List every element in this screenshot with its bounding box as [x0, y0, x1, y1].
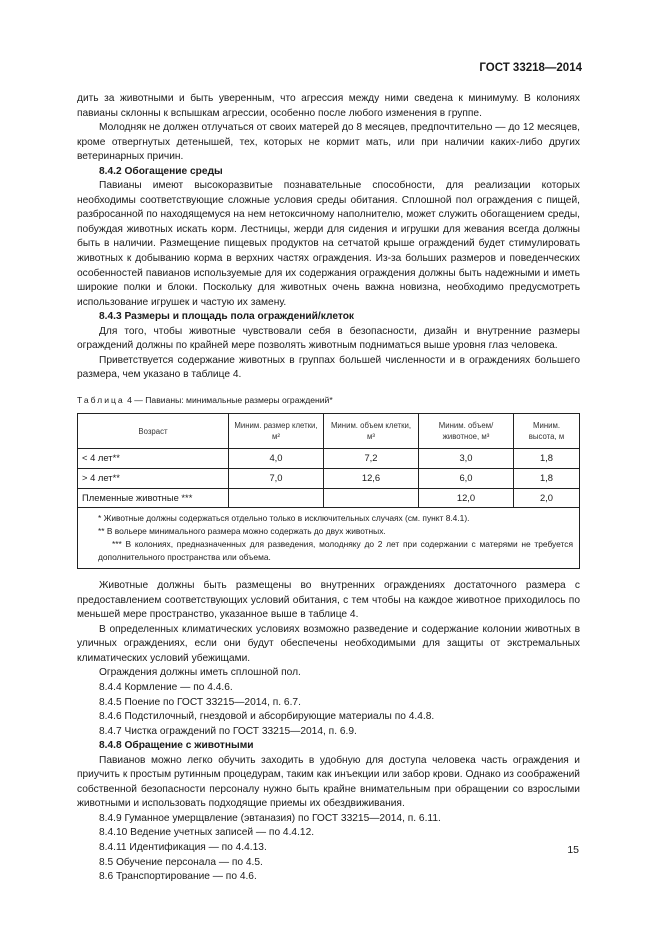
- cell-per-animal: 12,0: [419, 488, 514, 508]
- paragraph: Павианов можно легко обучить заходить в удобную для доступа человека часть ограждения и приучить к простым рутинным процедурам, таким как инъекции или забор крови. Однако из соображений собственной безопасности персоналу нужно быть крайне внимательным при обращении со взрослыми животными и использовать подходящие приемы их обездвиживания.: [77, 754, 580, 810]
- paragraph: Приветствуется содержание животных в группах большей численности и в ограждениях большего размера, чем указано в таблице 4.: [77, 354, 580, 381]
- header-age: Возраст: [78, 414, 229, 449]
- cell-age: > 4 лет**: [78, 469, 229, 489]
- document-code: ГОСТ 33218—2014: [479, 62, 582, 74]
- cell-size: [229, 488, 324, 508]
- cell-volume: 7,2: [324, 449, 419, 469]
- paragraph: Ограждения должны иметь сплошной пол.: [99, 667, 301, 679]
- header-volume-per-animal: Миним. объем/ животное, м³: [419, 414, 514, 449]
- subsection-line: 8.4.10 Ведение учетных записей — по 4.4.12.: [99, 827, 315, 839]
- cell-per-animal: 6,0: [419, 469, 514, 489]
- paragraph: Молодняк не должен отлучаться от своих матерей до 8 месяцев, предпочтительно — до 12 месяцев, кроме отвергнутых детенышей, тех, которых не кормит мать, или при наличии каких-либо других ветеринарных причин.: [77, 122, 580, 163]
- cell-age: < 4 лет**: [78, 449, 229, 469]
- document-body: [77, 92, 580, 885]
- cell-age: Племенные животные ***: [78, 488, 229, 508]
- table-note: *** В колониях, предназначенных для разведения, молодняку до 2 лет при содержании с матерями не требуется дополнительного пространства или объема.: [98, 539, 573, 563]
- header-cage-volume: Миним. объем клетки, м³: [324, 414, 419, 449]
- table-header-row: [78, 414, 580, 449]
- section-heading-8-4-3: 8.4.3 Размеры и площадь пола ограждений/клеток: [99, 311, 355, 323]
- cell-volume: [324, 488, 419, 508]
- subsection-line: 8.4.11 Идентификация — по 4.4.13.: [99, 841, 267, 853]
- cell-size: 7,0: [229, 469, 324, 489]
- table-caption-text: 4 — Павианы: минимальные размеры ограждений*: [127, 394, 333, 405]
- section-heading-8-4-2: 8.4.2 Обогащение среды: [99, 165, 223, 177]
- subsection-line: 8.4.6 Подстилочный, гнездовой и абсорбирующие материалы по 4.4.8.: [99, 711, 435, 723]
- table-row: [78, 488, 580, 508]
- paragraph: Животные должны быть размещены во внутренних ограждениях достаточного размера с предоставлением соответствующих условий обитания, с тем чтобы на каждое животное приходилось по меньшей мере пространство, указанное выше в таблице 4.: [77, 580, 580, 621]
- enclosure-size-table: [77, 413, 580, 569]
- table-notes-row: [78, 508, 580, 569]
- section-heading-8-4-8: 8.4.8 Обращение с животными: [99, 740, 254, 752]
- table-row: [78, 469, 580, 489]
- paragraph: В определенных климатических условиях возможно разведение и содержание колонии животных в уличных ограждениях, если они будут обеспечены необходимыми для защиты от экстремальных климатических условий убежищами.: [77, 623, 580, 664]
- cell-height: 1,8: [514, 469, 580, 489]
- table-note: * Животные должны содержаться отдельно только в исключительных случаях (см. пункт 8.4.1).: [98, 513, 470, 524]
- subsection-line: 8.5 Обучение персонала — по 4.5.: [99, 856, 263, 868]
- table-note: ** В вольере минимального размера можно содержать до двух животных.: [98, 526, 386, 537]
- paragraph: Павианы имеют высокоразвитые познавательные способности, для реализации которых необходимы соответствующие сложные условия среды обитания. Сплошной пол ограждения с пищей, разбросанной по находящемуся на нем нетоксичному наполнителю, может служить обогащением среды, побуждая животных искать корм. Лестницы, жерди для сидения и игрушки для жевания всегда должны быть в наличии. Размещение пищевых продуктов на сетчатой крыше ограждений будет стимулировать животных к добыванию корма в верхних частях ограждения. Из-за больших размеров и поведенческих особенностей павианов используемые для их содержания ограждения должны быть надежными и иметь широкие полки и блоки. Поскольку для животных очень важна новизна, необходимо предусмотреть использование игрушек и частую их замену.: [77, 180, 580, 308]
- cell-height: 1,8: [514, 449, 580, 469]
- table-caption: [77, 393, 580, 408]
- table-row: [78, 449, 580, 469]
- paragraph: Для того, чтобы животные чувствовали себя в безопасности, дизайн и внутренние размеры ограждений должны по крайней мере позволять животным подниматься выше уровня глаз человека.: [77, 325, 580, 352]
- subsection-line: 8.4.5 Поение по ГОСТ 33215—2014, п. 6.7.: [99, 696, 301, 708]
- subsection-line: 8.4.4 Кормление — по 4.4.6.: [99, 681, 233, 693]
- header-height: Миним. высота, м: [514, 414, 580, 449]
- page-number: 15: [567, 844, 579, 856]
- table-notes: [78, 508, 580, 569]
- cell-size: 4,0: [229, 449, 324, 469]
- subsection-line: 8.4.7 Чистка ограждений по ГОСТ 33215—2014, п. 6.9.: [99, 725, 357, 737]
- header-cage-size: Миним. размер клетки, м²: [229, 414, 324, 449]
- subsection-line: 8.4.9 Гуманное умерщвление (эвтаназия) по ГОСТ 33215—2014, п. 6.11.: [99, 812, 441, 824]
- paragraph: дить за животными и быть уверенным, что агрессия между ними сведена к минимуму. В колониях павианы склонны к вспышкам агрессии, особенно после любого изменения в группе.: [77, 93, 580, 119]
- cell-per-animal: 3,0: [419, 449, 514, 469]
- cell-volume: 12,6: [324, 469, 419, 489]
- subsection-line: 8.6 Транспортирование — по 4.6.: [99, 871, 257, 883]
- cell-height: 2,0: [514, 488, 580, 508]
- table-caption-label: Таблица: [77, 394, 125, 405]
